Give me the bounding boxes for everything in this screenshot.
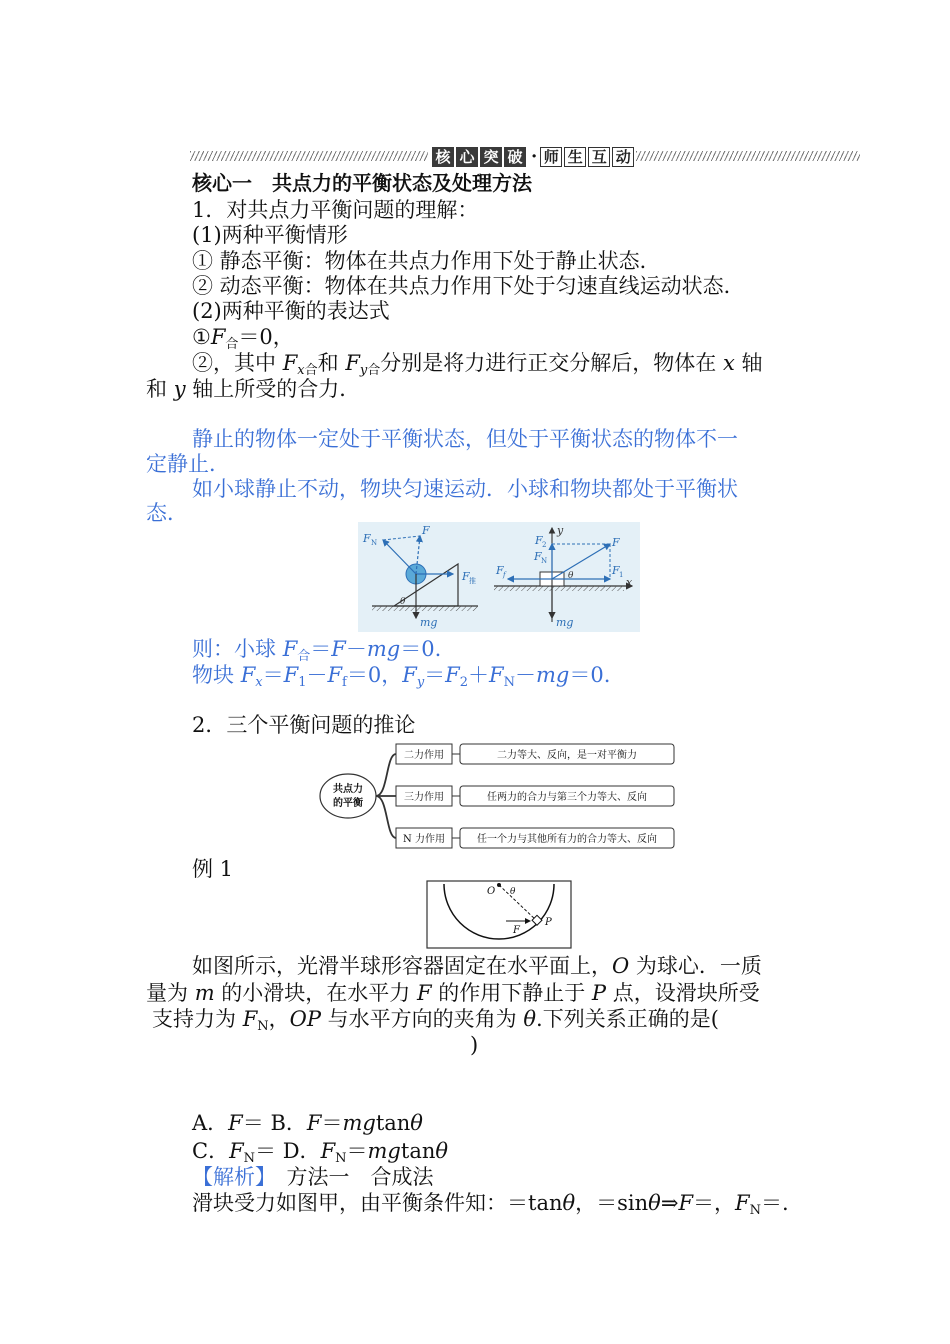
eq-symbol: F — [331, 637, 346, 661]
eq-subscript: y — [416, 675, 425, 690]
ground-hatch-2 — [494, 586, 624, 591]
eq-symbol: F — [489, 663, 504, 687]
eq-text: ① — [192, 325, 211, 349]
q-text: 量为 — [146, 981, 195, 1005]
option-label: A． — [192, 1111, 229, 1135]
banner-separator: · — [531, 146, 538, 167]
q-symbol: mg — [342, 1111, 376, 1135]
q-subscript: N — [749, 1203, 761, 1218]
eq-symbol: F — [283, 663, 299, 687]
center-label: 的平衡 — [333, 798, 363, 809]
question-line — [146, 980, 760, 1006]
eq-text: ＝0. — [569, 663, 611, 687]
question-line — [152, 1006, 719, 1040]
q-symbol: F — [320, 1139, 336, 1163]
q-text: 为球心．一质 — [629, 954, 762, 978]
row-text: 任两力的合力与第三个力等大、反向 — [487, 792, 647, 803]
q-text: ＝. — [760, 1191, 789, 1215]
analysis-method: 方法一 合成法 — [265, 1165, 434, 1189]
eq-subscript: 2 — [459, 675, 469, 690]
banner-char: 心 — [456, 147, 478, 167]
q-symbol: F — [416, 981, 432, 1005]
label-x: x — [626, 576, 633, 589]
analysis-heading — [192, 1164, 434, 1190]
q-text: tan — [375, 1111, 411, 1135]
q-symbol: F — [735, 1191, 750, 1215]
q-text: ， — [268, 1007, 290, 1031]
eq-subscript: N — [503, 675, 515, 690]
row-label: N 力作用 — [403, 834, 445, 845]
label-f2: F — [535, 534, 543, 547]
q-symbol: F — [229, 1139, 244, 1163]
q-text: tan — [400, 1139, 436, 1163]
eq-symbol: F — [282, 351, 298, 375]
label-fn: F — [363, 532, 371, 545]
q-symbol: F — [678, 1191, 694, 1215]
label-ff: F — [496, 564, 504, 577]
eq-symbol: F — [282, 637, 298, 661]
q-symbol: m — [194, 981, 215, 1005]
banner-char: 破 — [504, 147, 526, 167]
q-symbol: θ — [523, 1007, 537, 1031]
example-label: 例 1 — [192, 857, 234, 881]
hemisphere-svg — [426, 880, 572, 950]
question-line — [192, 953, 762, 979]
eq-subscript: f — [342, 675, 347, 690]
eq-subscript: x — [255, 675, 263, 690]
section-title: 核心一 共点力的平衡状态及处理方法 — [192, 171, 532, 195]
q-symbol: θ — [410, 1111, 423, 1135]
label-mg-2: mg — [556, 616, 574, 629]
row-label: 二力作用 — [404, 750, 444, 761]
q-text: 如图所示，光滑半球形容器固定在水平面上， — [192, 954, 612, 978]
eq-text: 分别是将力进行正交分解后，物体在 — [380, 351, 723, 375]
eq-text: ＝ — [310, 637, 332, 661]
hemisphere-figure — [426, 880, 572, 950]
banner-char: 互 — [588, 147, 610, 167]
label-theta: θ — [400, 597, 406, 607]
paragraph: ① 静态平衡：物体在共点力作用下处于静止状态． — [192, 249, 661, 273]
eq-symbol: F — [240, 663, 256, 687]
eq-text: 则：小球 — [192, 637, 283, 661]
label-theta: θ — [510, 887, 516, 897]
banner-char: 动 — [612, 147, 634, 167]
label-p: P — [545, 917, 552, 928]
q-text: ⇒ — [660, 1191, 679, 1215]
connector — [376, 796, 396, 838]
eq-subscript: 1 — [298, 675, 307, 690]
q-symbol: θ — [562, 1191, 576, 1215]
q-text: 点，设滑块所受 — [606, 981, 760, 1005]
q-text: ＝ — [255, 1139, 283, 1163]
option-label: B． — [270, 1111, 307, 1135]
equation-2-cont — [146, 376, 360, 402]
q-text: 滑块受力如图甲，由平衡条件知：＝tan — [192, 1191, 563, 1215]
eq-symbol: y — [173, 377, 186, 401]
eq-text: ＝ — [262, 663, 284, 687]
eq-symbol: F — [210, 325, 226, 349]
force-diagram — [358, 522, 640, 632]
question-bracket: ) — [470, 1033, 479, 1057]
label-fn2-sub: N — [541, 557, 548, 565]
q-symbol: mg — [367, 1139, 401, 1163]
row-text: 二力等大、反向，是一对平衡力 — [497, 750, 637, 761]
banner-hatch-left — [190, 151, 428, 161]
connector — [376, 754, 396, 796]
q-subscript: N — [243, 1151, 256, 1166]
eq-subscript: 合 — [297, 649, 311, 664]
eq-text: 物块 — [192, 663, 241, 687]
banner-char: 师 — [540, 147, 562, 167]
center-node — [320, 774, 376, 818]
label-f2-sub: 2 — [542, 541, 547, 549]
row-text: 任一个力与其他所有力的合力等大、反向 — [477, 834, 657, 845]
note-line: 定静止． — [146, 452, 230, 476]
q-text: .下列关系正确的是( — [536, 1007, 719, 1031]
banner-char: 生 — [564, 147, 586, 167]
eq-subscript: y — [359, 363, 368, 378]
option-line — [192, 1110, 423, 1136]
force-diagram-svg — [358, 522, 640, 632]
banner-char: 核 — [432, 147, 454, 167]
analysis-line — [192, 1190, 789, 1224]
analysis-tag: 【解析】 — [192, 1165, 266, 1189]
label-ff-sub: f — [503, 571, 506, 579]
eq-text: 轴 — [734, 351, 763, 375]
eq-text: ＝0. — [400, 637, 442, 661]
q-text: ＝ — [321, 1111, 343, 1135]
ground-hatch — [372, 606, 478, 611]
banner-char: 突 — [480, 147, 502, 167]
paragraph: 1．对共点力平衡问题的理解： — [192, 198, 479, 222]
q-symbol: θ — [435, 1139, 449, 1163]
q-text: 支持力为 — [152, 1007, 243, 1031]
concept-map-svg — [318, 740, 680, 850]
paragraph: 2．三个平衡问题的推论 — [192, 713, 416, 737]
concept-map — [318, 740, 680, 850]
eq-symbol: F — [327, 663, 343, 687]
label-o: O — [487, 886, 496, 897]
equation-4 — [192, 662, 610, 696]
q-text: 的小滑块，在水平力 — [214, 981, 417, 1005]
eq-symbol: mg — [366, 637, 401, 661]
label-push-sub: 推 — [469, 577, 476, 585]
q-symbol: OP — [289, 1007, 321, 1031]
eq-text: ＝ — [424, 663, 446, 687]
eq-text: ＝0， — [346, 663, 403, 687]
label-theta-2: θ — [568, 571, 574, 581]
option-label: D． — [282, 1139, 321, 1163]
note-line: 态． — [146, 501, 188, 525]
label-fn2: F — [534, 550, 542, 563]
eq-text: － — [514, 663, 536, 687]
q-symbol: P — [591, 981, 607, 1005]
q-symbol: F — [306, 1111, 322, 1135]
q-text: ＝ — [346, 1139, 368, 1163]
center-label: 共点力 — [333, 784, 363, 795]
paragraph: (2)两种平衡的表达式 — [192, 299, 390, 323]
paragraph: (1)两种平衡情形 — [192, 223, 348, 247]
eq-subscript: 合 — [225, 337, 239, 352]
label-fn-sub: N — [371, 539, 378, 547]
label-f1: F — [612, 564, 620, 577]
eq-subscript: 合 — [304, 363, 318, 378]
eq-symbol: F — [345, 351, 360, 375]
label-f1-sub: 1 — [619, 571, 624, 579]
row-label: 三力作用 — [404, 792, 444, 803]
label-mg: mg — [420, 616, 438, 629]
q-symbol: F — [242, 1007, 258, 1031]
eq-text: － — [345, 637, 367, 661]
eq-text: 和 — [146, 377, 174, 401]
note-line: 如小球静止不动，物块匀速运动．小球和物块都处于平衡状 — [192, 477, 738, 501]
label-f: F — [422, 524, 430, 537]
q-text: 与水平方向的夹角为 — [321, 1007, 524, 1031]
label-y: y — [557, 524, 564, 537]
option-label: C． — [192, 1139, 230, 1163]
eq-text: ＝0， — [238, 325, 294, 349]
q-subscript: N — [257, 1019, 269, 1034]
q-subscript: N — [335, 1151, 347, 1166]
q-text: ＝， — [693, 1191, 736, 1215]
eq-text: 轴上所受的合力． — [185, 377, 361, 401]
eq-text: － — [306, 663, 328, 687]
q-text: 的作用下静止于 — [431, 981, 592, 1005]
section-banner — [432, 146, 636, 167]
q-text: ，＝sin — [575, 1191, 649, 1215]
label-f3: F — [612, 536, 620, 549]
eq-subscript: x — [297, 363, 305, 378]
eq-symbol: F — [402, 663, 417, 687]
label-f: F — [513, 925, 520, 936]
container — [427, 881, 571, 948]
banner-hatch-right — [636, 151, 860, 161]
eq-symbol: F — [445, 663, 460, 687]
eq-text: ②，其中 — [192, 351, 283, 375]
paragraph: ② 动态平衡：物体在共点力作用下处于匀速直线运动状态． — [192, 274, 745, 298]
q-text: ＝ — [242, 1111, 271, 1135]
eq-text: ＋ — [468, 663, 490, 687]
q-symbol: F — [228, 1111, 243, 1135]
eq-symbol: mg — [535, 663, 570, 687]
eq-subscript: 合 — [367, 363, 381, 378]
q-symbol: O — [612, 954, 630, 978]
label-push: F — [462, 570, 470, 583]
eq-text: 和 — [317, 351, 346, 375]
q-symbol: θ — [648, 1191, 661, 1215]
note-line: 静止的物体一定处于平衡状态，但处于平衡状态的物体不一 — [192, 427, 738, 451]
eq-symbol: x — [722, 351, 735, 375]
